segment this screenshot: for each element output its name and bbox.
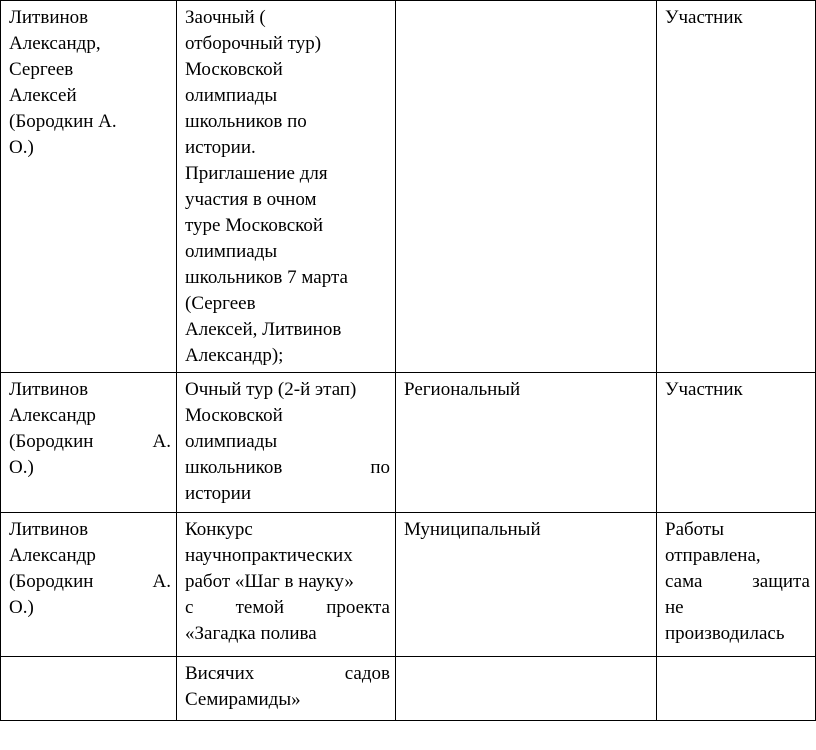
event-word: школьников: [185, 457, 283, 478]
table-row: [1, 513, 816, 657]
participants-line: Александр: [9, 545, 96, 566]
participants-line: [9, 429, 171, 455]
result-word: защита: [752, 571, 810, 592]
event-line: Заочный (: [185, 7, 266, 28]
result-line: отправлена,: [665, 545, 761, 566]
event-line: [185, 455, 390, 481]
result-line: Работы: [665, 519, 724, 540]
event-line: Конкурс: [185, 519, 253, 540]
participants-line: О.): [9, 457, 34, 478]
event-word: с: [185, 597, 194, 618]
event-line: Алексей, Литвинов: [185, 319, 342, 340]
event-line: Московской: [185, 59, 283, 80]
event-line: [185, 661, 390, 687]
event-line: работ «Шаг в науку»: [185, 571, 354, 592]
table-row: [1, 1, 816, 373]
result-word: сама: [665, 571, 703, 592]
participants-word: (Бородкин: [9, 571, 94, 592]
event-line: Очный тур (2-й этап): [185, 379, 357, 400]
event-line: «Загадка полива: [185, 623, 317, 644]
event-word: по: [370, 457, 390, 478]
participants-line: Александр,: [9, 33, 101, 54]
event-line: туре Московской: [185, 215, 324, 236]
participants-line: Литвинов: [9, 7, 89, 28]
event-line: истории: [185, 483, 251, 504]
level-cell: [396, 513, 657, 657]
result-line: [665, 569, 810, 595]
event-line: отборочный тур): [185, 33, 322, 54]
level-text: Региональный: [404, 379, 521, 400]
participants-line: (Бородкин А.: [9, 111, 117, 132]
participants-cell: [1, 657, 177, 721]
result-line: не: [665, 597, 684, 618]
event-word: Висячих: [185, 663, 255, 684]
event-line: олимпиады: [185, 85, 278, 106]
event-line: Александр);: [185, 345, 284, 366]
participants-line: О.): [9, 597, 34, 618]
result-cell: [657, 657, 816, 721]
result-line: Участник: [665, 379, 743, 400]
event-word: темой: [235, 597, 285, 618]
event-line: Семирамиды»: [185, 689, 301, 710]
event-line: (Сергеев: [185, 293, 256, 314]
event-cell: [177, 1, 396, 373]
participants-word: (Бородкин: [9, 431, 94, 452]
event-cell: [177, 373, 396, 513]
level-cell: [396, 1, 657, 373]
participants-line: [9, 569, 171, 595]
participation-table-body: [1, 1, 816, 721]
event-line: школьников по: [185, 111, 307, 132]
event-line: Приглашение для: [185, 163, 328, 184]
result-cell: [657, 1, 816, 373]
level-cell: [396, 657, 657, 721]
table-row: [1, 373, 816, 513]
event-line: школьников 7 марта: [185, 267, 348, 288]
participants-cell: [1, 513, 177, 657]
participants-line: Литвинов: [9, 519, 89, 540]
table-row: [1, 657, 816, 721]
level-cell: [396, 373, 657, 513]
event-cell: [177, 657, 396, 721]
event-line: участия в очном: [185, 189, 317, 210]
participants-line: Алексей: [9, 85, 77, 106]
event-line: научнопрактических: [185, 545, 353, 566]
result-cell: [657, 373, 816, 513]
result-cell: [657, 513, 816, 657]
participants-cell: [1, 373, 177, 513]
participants-cell: [1, 1, 177, 373]
event-line: Московской: [185, 405, 283, 426]
participants-word: А.: [152, 571, 171, 592]
participants-line: Александр: [9, 405, 96, 426]
participants-line: Сергеев: [9, 59, 74, 80]
event-word: проекта: [326, 597, 390, 618]
participants-line: О.): [9, 137, 34, 158]
participants-line: Литвинов: [9, 379, 89, 400]
level-text: Муниципальный: [404, 519, 541, 540]
event-word: садов: [344, 663, 390, 684]
result-line: производилась: [665, 623, 785, 644]
event-line: истории.: [185, 137, 256, 158]
event-cell: [177, 513, 396, 657]
event-line: [185, 595, 390, 621]
result-line: Участник: [665, 7, 743, 28]
participants-word: А.: [152, 431, 171, 452]
event-line: олимпиады: [185, 431, 278, 452]
event-line: олимпиады: [185, 241, 278, 262]
